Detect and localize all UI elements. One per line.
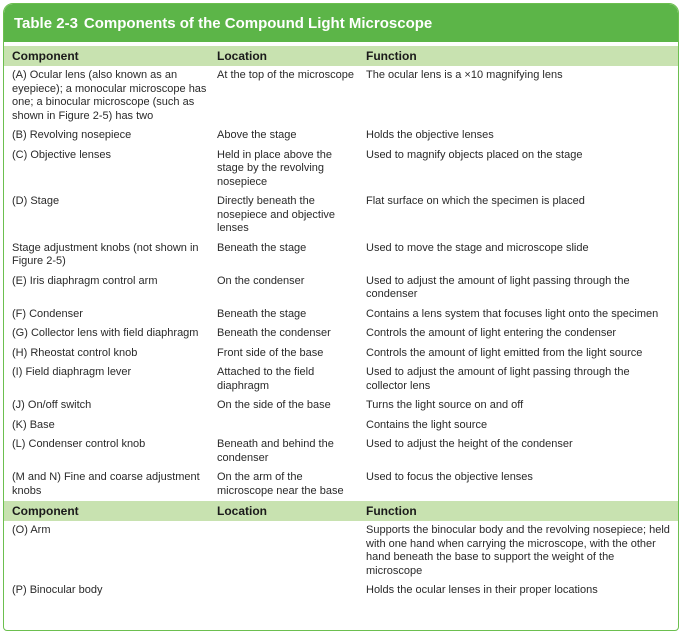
cell-component: (M and N) Fine and coarse adjustment knobs xyxy=(12,471,200,497)
cell-function: Holds the objective lenses xyxy=(366,129,494,141)
cell-function: Turns the light source on and off xyxy=(366,399,524,411)
table-row xyxy=(4,468,678,501)
cell-component: (K) Base xyxy=(12,418,55,431)
table-row xyxy=(4,324,678,344)
cell-location xyxy=(209,524,358,578)
cell-component: (D) Stage xyxy=(12,195,60,207)
cell-function: The ocular lens is a ×10 magnifying lens xyxy=(366,69,563,81)
header-function: Function xyxy=(366,504,417,518)
header-location: Location xyxy=(217,49,267,63)
table-row xyxy=(4,581,678,601)
cell-location: On the condenser xyxy=(217,274,305,287)
cell-component: (I) Field diaphragm lever xyxy=(12,366,132,378)
table-title-bar xyxy=(4,4,678,42)
table-body-continued xyxy=(4,521,678,601)
cell-function: Controls the amount of light emitted from the light source xyxy=(366,346,643,359)
cell-function: Contains a lens system that focuses light onto the specimen xyxy=(366,307,659,320)
cell-component: (F) Condenser xyxy=(12,307,83,320)
cell-location xyxy=(209,419,358,433)
cell-location: Beneath and behind the condenser xyxy=(217,438,334,464)
cell-function: Used to focus the objective lenses xyxy=(366,471,533,483)
cell-component: (G) Collector lens with field diaphragm xyxy=(12,327,199,339)
cell-location: Above the stage xyxy=(217,129,297,141)
header-component: Component xyxy=(12,504,79,518)
cell-function: Controls the amount of light entering the condenser xyxy=(366,327,617,339)
cell-location: On the arm of the microscope near the base xyxy=(217,471,344,497)
cell-component: (A) Ocular lens (also known as an eyepiece); a monocular microscope has one; a binocular microscope (such as shown in Figure 2-5) has two xyxy=(12,69,207,122)
table-header xyxy=(4,46,678,66)
cell-function: Used to move the stage and microscope slide xyxy=(366,241,589,254)
cell-function: Supports the binocular body and the revolving nosepiece; held with one hand when carrying the microscope, with the other hand beneath the base to support the weight of the microscope xyxy=(366,524,670,577)
table-row xyxy=(4,126,678,146)
cell-function: Used to adjust the amount of light passing through the condenser xyxy=(366,274,630,300)
table-row xyxy=(4,396,678,416)
cell-component: Stage adjustment knobs (not shown in Figure 2-5) xyxy=(12,241,199,267)
header-function: Function xyxy=(366,49,417,63)
cell-component: (O) Arm xyxy=(12,524,51,536)
cell-component: (E) Iris diaphragm control arm xyxy=(12,274,158,287)
table-row xyxy=(4,521,678,581)
cell-location: Attached to the field diaphragm xyxy=(217,366,315,392)
table-title: Components of the Compound Light Microscope xyxy=(83,14,433,32)
cell-location: Beneath the stage xyxy=(217,307,307,320)
cell-function: Used to magnify objects placed on the stage xyxy=(366,148,583,161)
cell-function: Holds the ocular lenses in their proper locations xyxy=(366,584,598,596)
table-row xyxy=(4,305,678,325)
table-row xyxy=(4,66,678,126)
cell-location: Beneath the condenser xyxy=(217,327,331,339)
table-row xyxy=(4,239,678,272)
cell-location xyxy=(209,584,358,598)
table-row xyxy=(4,272,678,305)
table-row xyxy=(4,146,678,193)
cell-component: (H) Rheostat control knob xyxy=(12,346,138,359)
cell-function: Used to adjust the amount of light passing through the collector lens xyxy=(366,366,630,392)
cell-location: At the top of the microscope xyxy=(217,69,354,81)
cell-location: Directly beneath the nosepiece and objective lenses xyxy=(217,195,336,234)
table-row xyxy=(4,435,678,468)
cell-component: (J) On/off switch xyxy=(12,399,92,411)
cell-component: (B) Revolving nosepiece xyxy=(12,129,132,141)
table-body xyxy=(4,66,678,501)
cell-location: Held in place above the stage by the revolving nosepiece xyxy=(217,148,332,188)
cell-component: (L) Condenser control knob xyxy=(12,438,146,450)
table-row xyxy=(4,363,678,396)
table-row xyxy=(4,416,678,436)
table-number: Table 2-3 xyxy=(14,14,78,32)
cell-function: Used to adjust the height of the condenser xyxy=(366,438,573,450)
cell-location: Beneath the stage xyxy=(217,241,307,254)
cell-function: Contains the light source xyxy=(366,418,488,431)
table-row xyxy=(4,192,678,239)
cell-component: (P) Binocular body xyxy=(12,584,103,596)
cell-component: (C) Objective lenses xyxy=(12,148,112,161)
cell-location: On the side of the base xyxy=(217,399,331,411)
cell-function: Flat surface on which the specimen is placed xyxy=(366,195,585,207)
cell-location: Front side of the base xyxy=(217,346,324,359)
components-table xyxy=(3,3,679,631)
table-row xyxy=(4,344,678,364)
header-location: Location xyxy=(217,504,267,518)
table-header-repeat xyxy=(4,501,678,521)
header-component: Component xyxy=(12,49,79,63)
